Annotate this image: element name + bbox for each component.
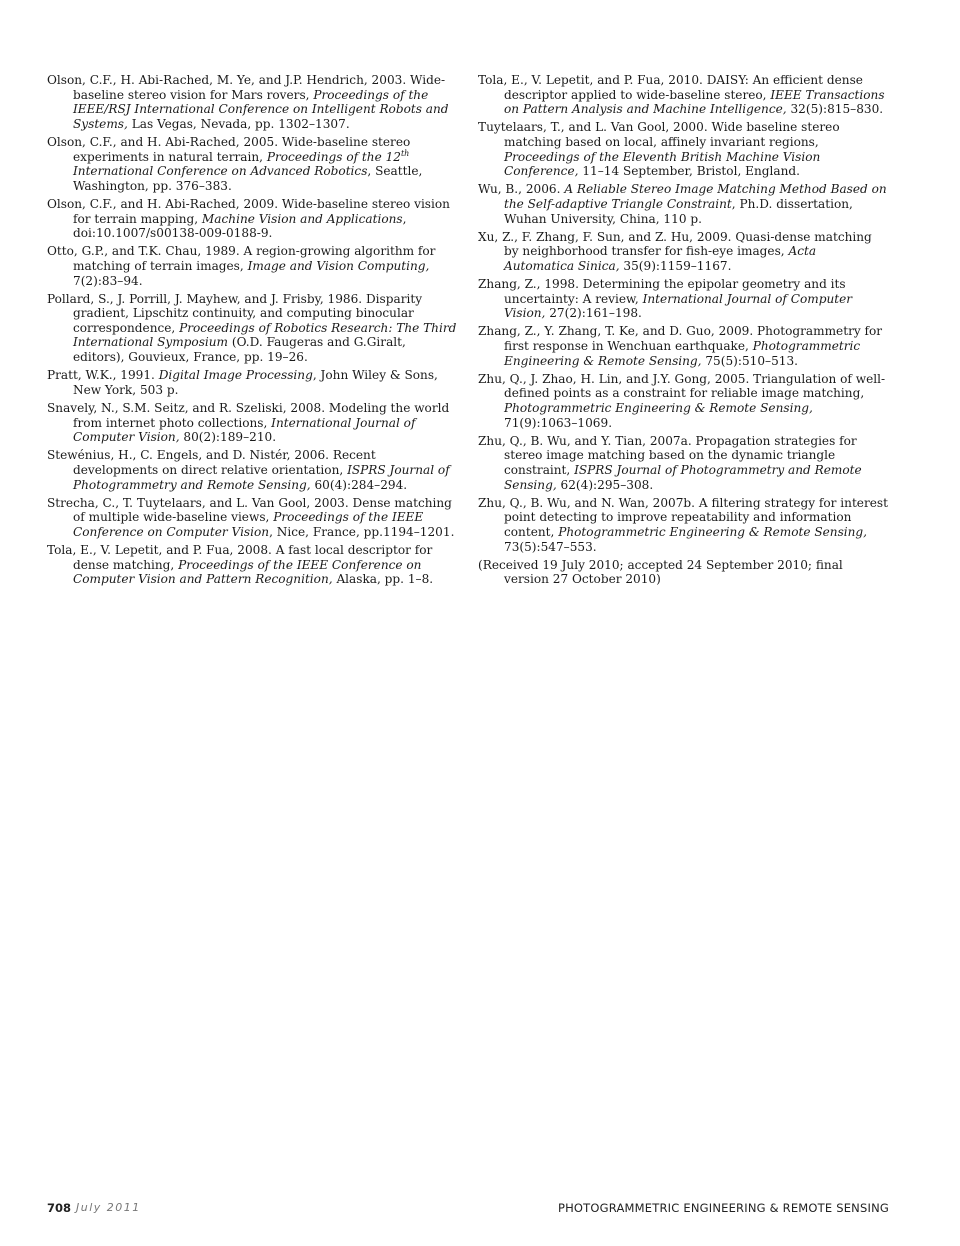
reference-text: Zhu, Q., B. Wu, and Y. Tian, 2007a. Propagation strategies for stereo image matching based on the dynamic triangle constraint, [478, 433, 857, 477]
reference-text: Zhang, Z., 1998. Determining the epipolar geometry and its uncertainty: A review, [478, 277, 846, 306]
reference-text: Stewénius, H., C. Engels, and D. Nistér, 2006. Recent developments on direct relative orientation, [47, 448, 376, 477]
reference-text: Tola, E., V. Lepetit, and P. Fua, 2010. DAISY: An efficient dense descriptor applied to wide-baseline stereo, [478, 73, 863, 102]
reference-text: Olson, C.F., and H. Abi-Rached, 2005. Wide-baseline stereo experiments in natural terrain, [47, 134, 411, 164]
reference-text: Zhu, Q., J. Zhao, H. Lin, and J.Y. Gong, 2005. Triangulation of well-defined points as a constraint for reliable image matching, [478, 371, 886, 401]
reference-source-title: Photogrammetric Engineering & Remote Sensing, [558, 524, 868, 539]
reference-entry [478, 182, 888, 226]
reference-text: Xu, Z., F. Zhang, F. Sun, and Z. Hu, 2009. Quasi-dense matching by neighborhood transfer for fish-eye images, [478, 229, 872, 259]
reference-text: 7(2):83–94. [73, 273, 143, 288]
reference-entry [47, 292, 457, 365]
reference-text: 62(4):295–308. [556, 477, 654, 492]
reference-source-title: Proceedings of the IEEE/RSJ International Conference on Intelligent Robots and Systems, [73, 87, 449, 131]
reference-text: Olson, C.F., H. Abi-Rached, M. Ye, and J.P. Hendrich, 2003. Wide-baseline stereo vision for Mars rovers, [47, 73, 446, 102]
reference-entry [47, 448, 457, 492]
reference-source-title: ISPRS Journal of Photogrammetry and Remote Sensing, [504, 463, 862, 492]
reference-text: 60(4):284–294. [310, 477, 408, 492]
reference-source-title: Proceedings of the Eleventh British Machine Vision Conference, [504, 149, 821, 179]
reference-list-left-column [47, 73, 457, 591]
reference-entry [478, 230, 888, 274]
reference-text: Zhu, Q., B. Wu, and N. Wan, 2007b. A filtering strategy for interest point detecting to improve repeatability and information content, [478, 495, 888, 539]
reference-text: 80(2):189–210. [179, 430, 277, 445]
reference-text: , doi:10.1007/s00138-009-0188-9. [73, 211, 407, 241]
reference-text: Zhang, Z., Y. Zhang, T. Ke, and D. Guo, 2009. Photogrammetry for first response in Wenchuan earthquake, [478, 324, 883, 354]
reference-text: 27(2):161–198. [545, 306, 642, 321]
reference-entry [478, 496, 888, 554]
reference-text: Tola, E., V. Lepetit, and P. Fua, 2008. A fast local descriptor for dense matching, [47, 543, 433, 572]
reference-text: 35(9):1159–1167. [619, 258, 732, 273]
reference-source-title: Photogrammetric Engineering & Remote Sensing, [504, 401, 813, 416]
reference-source-title: Proceedings of the IEEE Conference on Computer Vision and Pattern Recognition, [73, 557, 422, 587]
reference-text: , Seattle, Washington, pp. 376–383. [73, 164, 423, 193]
reference-entry [478, 277, 888, 321]
reference-source-title: Photogrammetric Engineering & Remote Sensing, [504, 339, 861, 368]
reference-source-title: International Conference on Advanced Robotics [73, 164, 368, 179]
reference-entry [47, 543, 457, 587]
reference-entry [47, 401, 457, 445]
reference-text: Wu, B., 2006. [478, 182, 565, 197]
reference-text: 32(5):815–830. [786, 102, 884, 117]
reference-entry [478, 120, 888, 178]
reference-text: Strecha, C., T. Tuytelaars, and L. Van Gool, 2003. Dense matching of multiple wide-baseline views, [47, 495, 452, 525]
reference-entry [47, 73, 457, 131]
reference-source-title: Machine Vision and Applications [201, 211, 403, 226]
reference-text: Otto, G.P., and T.K. Chau, 1989. A region-growing algorithm for matching of terrain images, [47, 244, 436, 273]
reference-entry [47, 496, 457, 540]
reference-entry [47, 197, 457, 241]
reference-text: Olson, C.F., and H. Abi-Rached, 2009. Wide-baseline stereo vision for terrain mapping, [47, 196, 450, 226]
reference-text: Tuytelaars, T., and L. Van Gool, 2000. Wide baseline stereo matching based on local, affinely invariant regions, [478, 120, 840, 149]
reference-text: 11–14 September, Bristol, England. [578, 164, 800, 179]
reference-entry [47, 135, 457, 193]
reference-text: Alaska, pp. 1–8. [332, 572, 434, 587]
reference-source-title: Digital Image Processing [158, 368, 313, 383]
reference-source-title: Proceedings of the 12 [266, 149, 401, 164]
reference-source-title: Proceedings of the IEEE Conference on Computer Vision [73, 510, 424, 539]
reference-source-title: A Reliable Stereo Image Matching Method Based on the Self-adaptive Triangle Constraint [504, 182, 887, 211]
reference-text: 73(5):547–553. [504, 539, 597, 554]
reference-entry [478, 324, 888, 368]
reference-text: (O.D. Faugeras and G.Giralt, editors), Gouvieux, France, pp. 19–26. [73, 335, 406, 365]
received-dates-note: (Received 19 July 2010; accepted 24 September 2010; final version 27 October 2010) [478, 557, 843, 587]
reference-source-title: International Journal of Computer Vision, [73, 415, 416, 445]
reference-source-title: Proceedings of Robotics Research: The Third International Symposium [73, 320, 457, 350]
reference-superscript: th [400, 148, 410, 158]
reference-list-right-column [478, 73, 888, 591]
reference-text: Snavely, N., S.M. Seitz, and R. Szeliski, 2008. Modeling the world from internet photo collections, [47, 401, 450, 430]
reference-text: , John Wiley & Sons, New York, 503 p. [73, 368, 438, 397]
reference-text: Pratt, W.K., 1991. [47, 368, 159, 383]
reference-entry [478, 434, 888, 492]
reference-source-title: Acta Automatica Sinica, [504, 244, 817, 273]
reference-entry [478, 73, 888, 117]
reference-source-title: ISPRS Journal of Photogrammetry and Remote Sensing, [73, 463, 450, 492]
reference-source-title: IEEE Transactions on Pattern Analysis and Machine Intelligence, [504, 87, 885, 117]
reference-text: Pollard, S., J. Porrill, J. Mayhew, and J. Frisby, 1986. Disparity gradient, Lipschitz continuity, and computing binocular correspondence, [47, 291, 423, 335]
reference-source-title: International Journal of Computer Vision, [504, 291, 853, 321]
reference-entry [47, 368, 457, 397]
reference-source-title: Image and Vision Computing, [247, 258, 430, 273]
reference-entry [47, 244, 457, 288]
reference-text: 75(5):510–513. [701, 353, 799, 368]
reference-text: , Nice, France, pp.1194–1201. [269, 524, 455, 539]
reference-text: Las Vegas, Nevada, pp. 1302–1307. [127, 116, 350, 131]
reference-entry [478, 372, 888, 430]
page-number: 708 [47, 1201, 72, 1215]
page-footer [47, 1201, 889, 1217]
issue-date: July 2011 [76, 1201, 141, 1214]
reference-text: 71(9):1063–1069. [504, 415, 613, 430]
journal-name: PHOTOGRAMMETRIC ENGINEERING & REMOTE SENSING [557, 1201, 889, 1215]
reference-text: , Ph.D. dissertation, Wuhan University, China, 110 p. [504, 196, 853, 226]
